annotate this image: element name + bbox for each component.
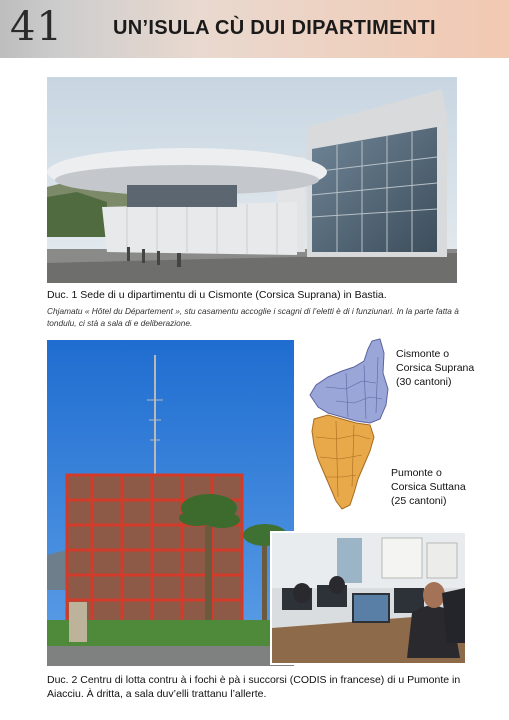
map-label-cismonte bbox=[396, 347, 474, 389]
page-title: UN’ISULA CÙ DUI DIPARTIMENTI bbox=[113, 17, 436, 39]
page-header bbox=[0, 0, 509, 58]
map-corsica bbox=[306, 337, 402, 513]
map-label-cismonte-line2: Corsica Suprana bbox=[396, 362, 475, 374]
map-label-cismonte-line1: Cismonte o bbox=[396, 348, 450, 360]
figure1-caption-text: Chjamatu « Hôtel du Département », stu casamentu accoglie i scagni di l’eletti è di i funziunari. In la parte fatta à tondulu, ci stà a sala di e deliberazione. bbox=[47, 306, 459, 328]
map-label-pumonte-line3: (25 cantoni) bbox=[391, 495, 447, 507]
photo-hotel-du-departement bbox=[47, 77, 457, 283]
map-label-pumonte bbox=[391, 466, 466, 508]
page-number: 41 bbox=[10, 4, 63, 50]
map-label-pumonte-line1: Pumonte o bbox=[391, 467, 442, 479]
map-label-pumonte-line2: Corsica Suttana bbox=[391, 481, 466, 493]
photo-codis-building bbox=[47, 340, 294, 666]
map-region-pumonte bbox=[312, 415, 374, 509]
figure2-caption: Duc. 2 Centru di lotta contru à i fochi è pà i succorsi (CODIS in francese) di u Pumonte in Aiacciu. À dritta, a sala duv’elli trattanu l’allerte. bbox=[47, 674, 461, 700]
map-label-cismonte-line3: (30 cantoni) bbox=[396, 376, 452, 388]
figure1-caption-title: Duc. 1 Sede di u dipartimentu di u Cismonte (Corsica Suprana) in Bastia. bbox=[47, 289, 387, 301]
photo-alert-room bbox=[270, 531, 467, 665]
